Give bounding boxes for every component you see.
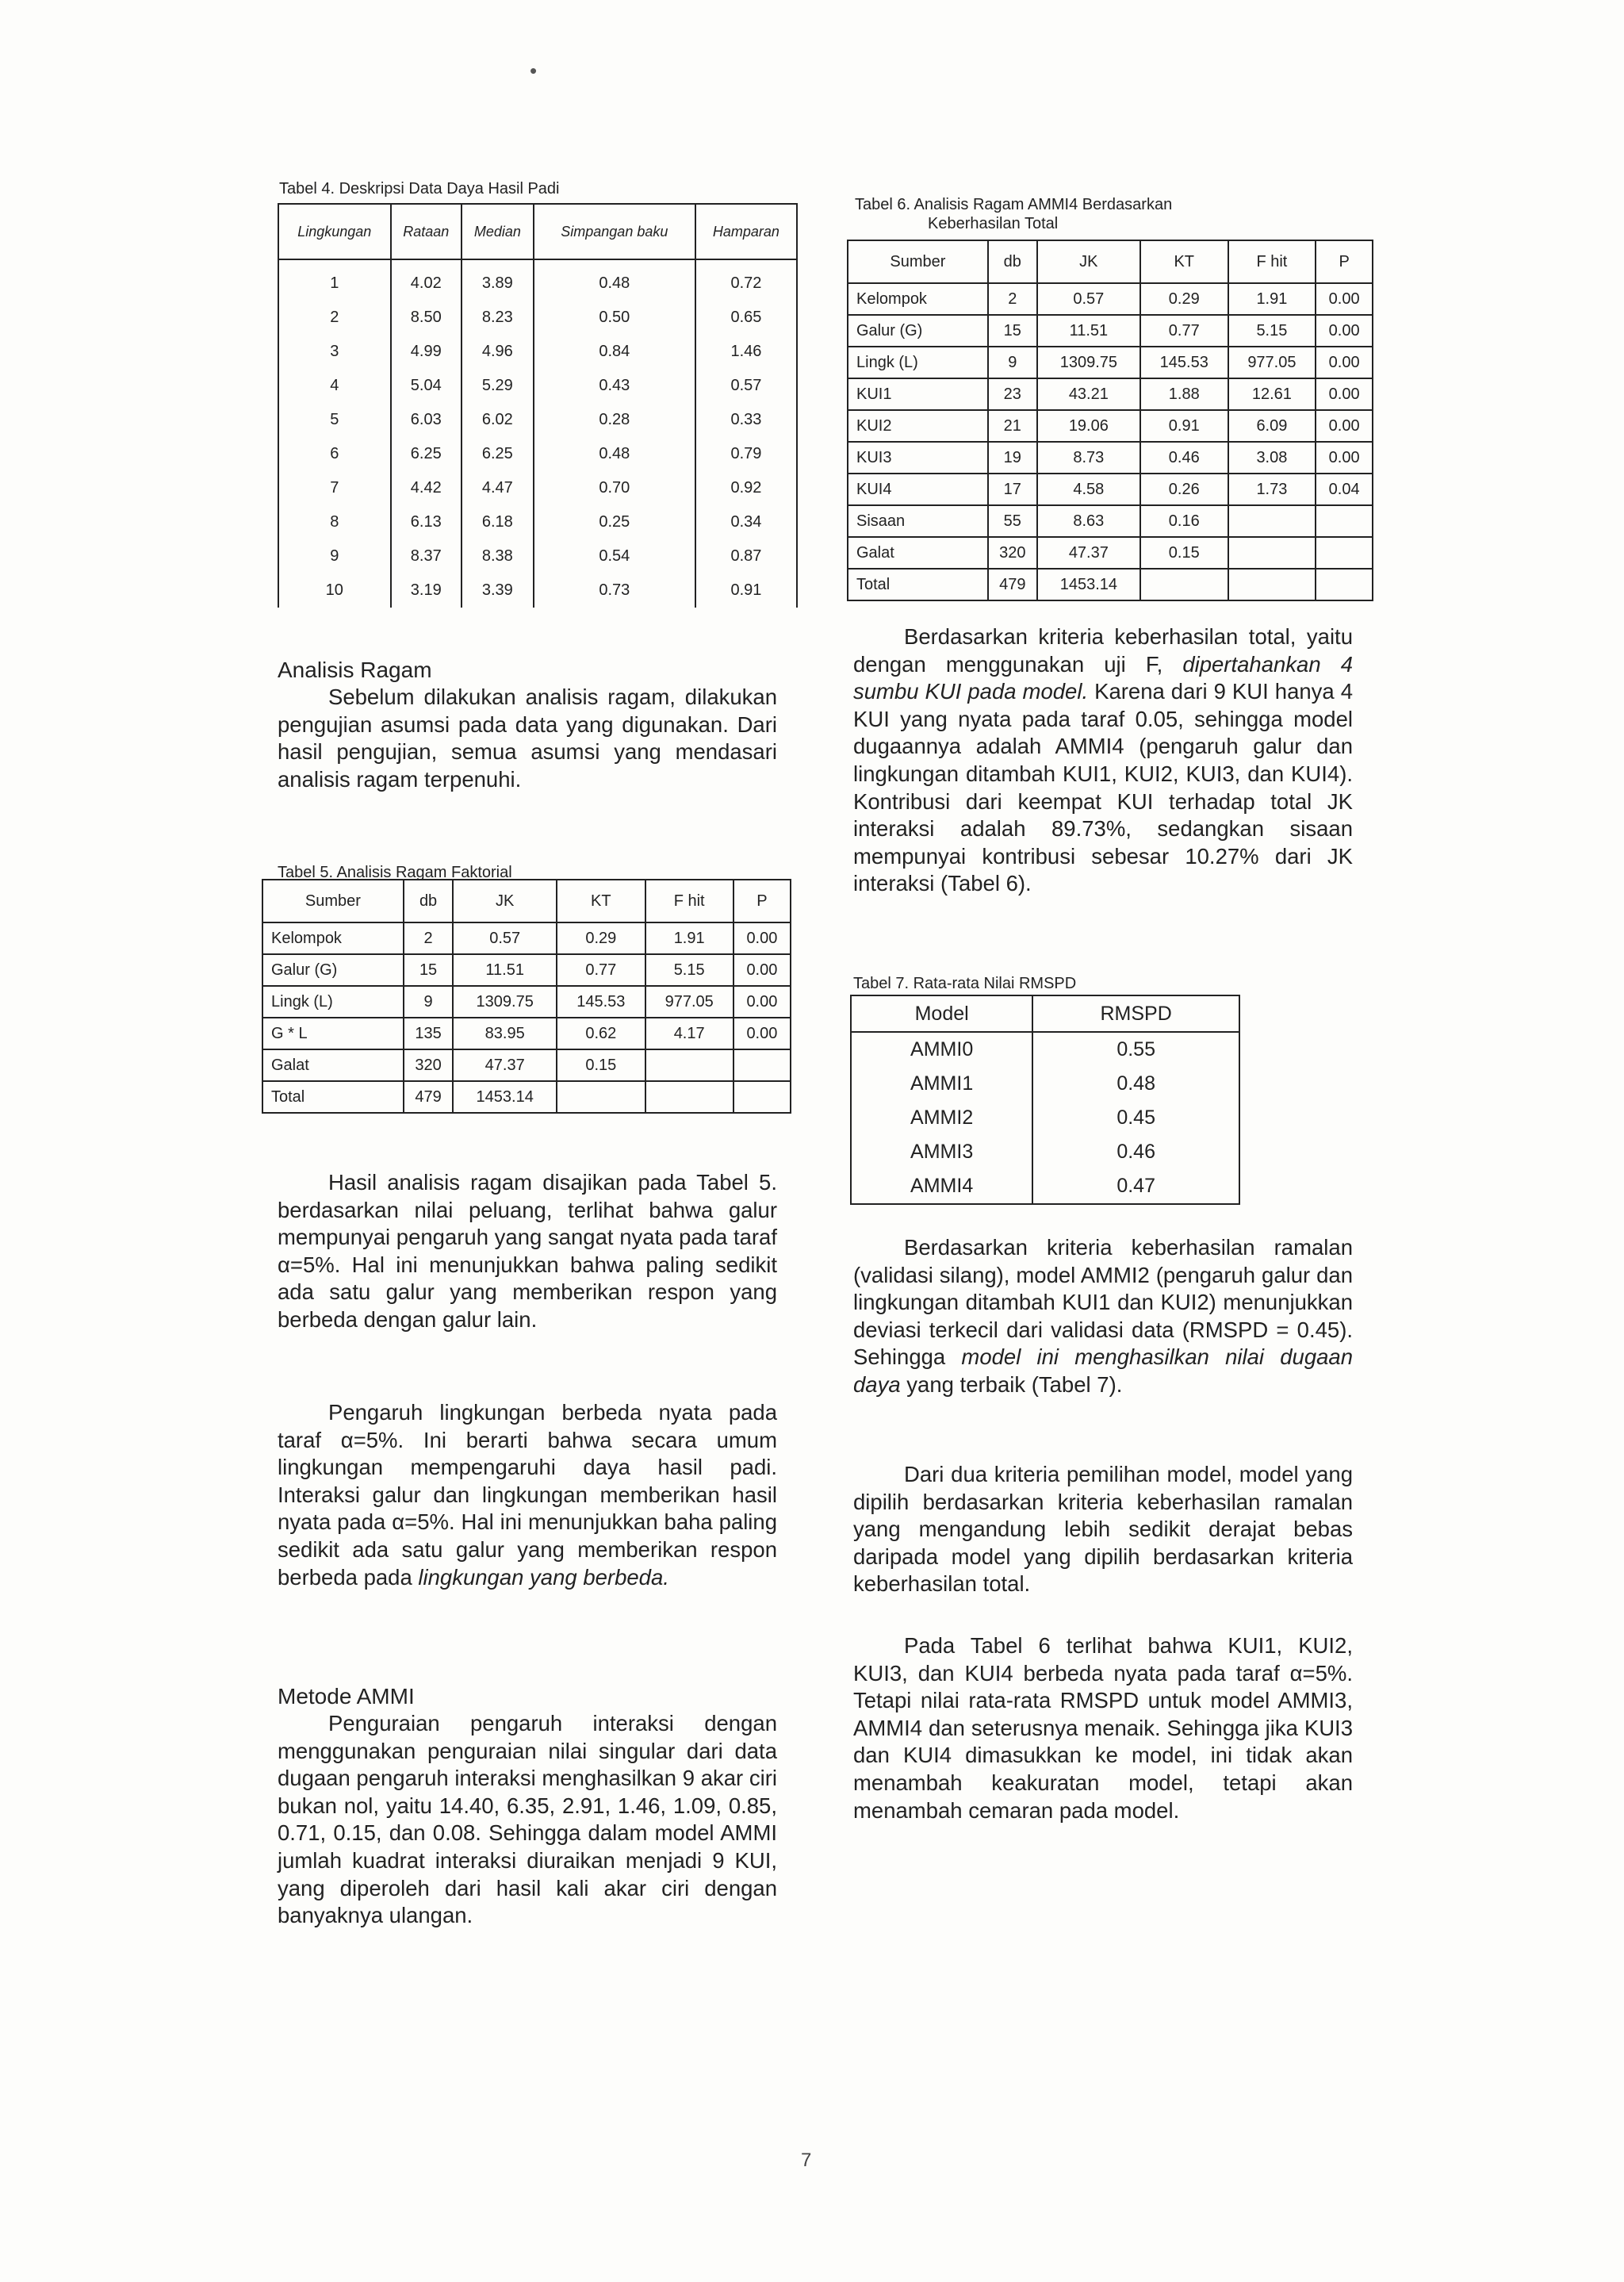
t6-cell: 977.05 [1228, 347, 1316, 378]
t6-cell: 12.61 [1228, 378, 1316, 410]
t6-cell: 0.15 [1140, 537, 1228, 569]
t6-cell: 0.57 [1037, 283, 1140, 315]
para-kriteria-total [853, 623, 1353, 898]
table-row [848, 537, 1373, 569]
t7-cell: AMMI3 [851, 1135, 1032, 1169]
t4-cell: 8.37 [391, 539, 462, 573]
table-row [851, 1135, 1239, 1169]
t4-cell: 10 [278, 573, 391, 608]
t6-cell: Kelompok [848, 283, 988, 315]
t6-cell: Galur (G) [848, 315, 988, 347]
t5-cell: 0.62 [557, 1018, 645, 1049]
t6-header-3: KT [1140, 240, 1228, 283]
t6-cell: 43.21 [1037, 378, 1140, 410]
t4-cell: 4.47 [462, 471, 534, 505]
t4-cell: 6.18 [462, 505, 534, 539]
t7-cell: 0.55 [1032, 1032, 1239, 1067]
t4-cell: 0.70 [534, 471, 695, 505]
t4-cell: 0.50 [534, 301, 695, 335]
t6-cell: 145.53 [1140, 347, 1228, 378]
t7-cell: 0.48 [1032, 1067, 1239, 1101]
table-row [851, 1032, 1239, 1067]
t6-cell: 5.15 [1228, 315, 1316, 347]
para-dua-kriteria-text: Dari dua kriteria pemilihan model, model yang dipilih berdasarkan kriteria keberhasilan ramalan yang mengandung lebih sedikit derajat bebas daripada model yang dipilih berdasarkan kriteria keberhasilan total. [853, 1462, 1353, 1597]
t5-cell: 0.00 [733, 954, 791, 986]
table-row [262, 986, 791, 1018]
para1-b: Karena dari 9 KUI hanya 4 KUI yang nyata pada taraf 0.05, sehingga model dugaannya adalah AMMI4 (pengaruh galur dan lingkungan ditambah KUI1, KUI2, KUI3, dan KUI4). Kontribusi dari keempat KUI terhadap total JK interaksi adalah 89.73%, sedangkan sisaan mempunyai kontribusi sebesar 10.27% dari JK interaksi (Tabel 6). [853, 679, 1353, 896]
t4-cell: 0.28 [534, 403, 695, 437]
t5-header-2: JK [453, 880, 557, 922]
t5-cell: 135 [404, 1018, 453, 1049]
table-row [262, 1081, 791, 1113]
t6-cell [1228, 537, 1316, 569]
t4-cell: 5 [278, 403, 391, 437]
t6-header-5: P [1316, 240, 1373, 283]
t5-cell: 1309.75 [453, 986, 557, 1018]
t4-header-0: Lingkungan [278, 204, 391, 259]
t5-cell: Total [262, 1081, 404, 1113]
para-tabel6 [853, 1632, 1353, 1824]
table-row [848, 315, 1373, 347]
t4-cell: 6 [278, 437, 391, 471]
t6-cell: 1.88 [1140, 378, 1228, 410]
table5 [262, 879, 791, 1114]
para-kriteria-ramalan-text [853, 1234, 1353, 1399]
para-lingk-plain: Pengaruh lingkungan berbeda nyata pada taraf α=5%. Ini berarti bahwa secara umum lingkungan mempengaruhi daya hasil padi. Interaksi galur dan lingkungan memberikan hasil nyata pada α=5%. Hal ini menunjukkan baha paling sedikit ada satu galur yang memberikan respon berbeda pada [278, 1400, 777, 1590]
t5-cell: 5.15 [645, 954, 733, 986]
page-number: 7 [801, 2150, 812, 2171]
t4-cell: 9 [278, 539, 391, 573]
para-metode-ammi-text: Penguraian pengaruh interaksi dengan menggunakan penguraian nilai singular dari data dugaan pengaruh interaksi menghasilkan 9 akar ciri bukan nol, yaitu 14.40, 6.35, 2.91, 1.46, 1.09, 0.85, 0.71, 0.15, dan 0.08. Sehingga dalam model AMMI jumlah kuadrat interaksi diuraikan menjadi 9 KUI, yang diperoleh dari hasil kali akar ciri dengan banyaknya ulangan. [278, 1711, 777, 1928]
t5-cell [645, 1081, 733, 1113]
t4-header-1: Rataan [391, 204, 462, 259]
t4-cell: 0.57 [695, 369, 797, 403]
t6-cell: 0.00 [1316, 442, 1373, 474]
table-row [848, 442, 1373, 474]
t6-cell: 0.29 [1140, 283, 1228, 315]
t5-cell: 2 [404, 922, 453, 954]
t6-cell [1316, 569, 1373, 600]
t5-cell: 83.95 [453, 1018, 557, 1049]
para-hasil-analisis-text: Hasil analisis ragam disajikan pada Tabel 5. berdasarkan nilai peluang, terlihat bahwa galur mempunyai pengaruh yang sangat nyata pada taraf α=5%. Hal ini menunjukkan bahwa paling sedikit ada satu galur yang memberikan respon yang berbeda dengan galur lain. [278, 1170, 777, 1332]
para-analisis-ragam [278, 684, 777, 793]
t4-cell: 6.25 [391, 437, 462, 471]
t4-cell: 4.02 [391, 259, 462, 301]
table-row [848, 410, 1373, 442]
t6-cell: 0.00 [1316, 378, 1373, 410]
t4-header-2: Median [462, 204, 534, 259]
t5-cell: 0.00 [733, 1018, 791, 1049]
t7-cell: AMMI4 [851, 1169, 1032, 1204]
t6-cell: KUI3 [848, 442, 988, 474]
t6-cell: Lingk (L) [848, 347, 988, 378]
t6-cell [1316, 505, 1373, 537]
t5-cell [733, 1081, 791, 1113]
t4-cell: 4.96 [462, 335, 534, 369]
t7-cell: 0.47 [1032, 1169, 1239, 1204]
t5-header-4: F hit [645, 880, 733, 922]
t6-cell: 9 [988, 347, 1037, 378]
t5-cell [733, 1049, 791, 1081]
t4-cell: 0.79 [695, 437, 797, 471]
t6-cell: KUI4 [848, 474, 988, 505]
t4-cell: 6.02 [462, 403, 534, 437]
t4-cell: 0.65 [695, 301, 797, 335]
t5-header-3: KT [557, 880, 645, 922]
t5-cell: G * L [262, 1018, 404, 1049]
table-row [851, 1067, 1239, 1101]
t6-cell: 1309.75 [1037, 347, 1140, 378]
table-row [848, 474, 1373, 505]
t4-cell: 0.48 [534, 259, 695, 301]
para-pengaruh-lingkungan-text [278, 1399, 777, 1591]
t6-cell [1228, 505, 1316, 537]
t6-cell: 479 [988, 569, 1037, 600]
para-analisis-ragam-text: Sebelum dilakukan analisis ragam, dilakukan pengujian asumsi pada data yang digunakan. Dari hasil pengujian, semua asumsi yang mendasari analisis ragam terpenuhi. [278, 685, 777, 792]
table-row [848, 505, 1373, 537]
para-tabel6-text: Pada Tabel 6 terlihat bahwa KUI1, KUI2, KUI3, dan KUI4 berbeda nyata pada taraf α=5%. Tetapi nilai rata-rata RMSPD untuk model AMMI3, AMMI4 dan seterusnya menaik. Sehingga jika KUI3 dan KUI4 dimasukkan ke model, ini tidak akan menambah keakuratan model, tetapi akan menambah cemaran pada model. [853, 1633, 1353, 1823]
t4-cell: 0.72 [695, 259, 797, 301]
t4-cell: 8.38 [462, 539, 534, 573]
para-dua-kriteria [853, 1461, 1353, 1598]
t6-cell: 0.00 [1316, 347, 1373, 378]
t6-cell: 6.09 [1228, 410, 1316, 442]
t6-cell: 47.37 [1037, 537, 1140, 569]
table7-caption: Tabel 7. Rata-rata Nilai RMSPD [853, 975, 1077, 992]
table-row [278, 259, 797, 301]
t6-cell: 17 [988, 474, 1037, 505]
table-row [848, 283, 1373, 315]
table6-caption-line2: Keberhasilan Total [928, 215, 1059, 232]
t6-cell [1316, 537, 1373, 569]
t4-cell: 0.48 [534, 437, 695, 471]
para2-italic: model ini menghasilkan nilai dugaan daya [853, 1344, 1354, 1397]
t4-cell: 3 [278, 335, 391, 369]
t6-cell: 0.46 [1140, 442, 1228, 474]
t5-cell [645, 1049, 733, 1081]
heading-metode-ammi: Metode AMMI [278, 1684, 415, 1709]
t5-cell: 11.51 [453, 954, 557, 986]
t4-cell: 0.87 [695, 539, 797, 573]
para-lingk-italic: lingkungan yang berbeda. [418, 1564, 669, 1590]
t4-cell: 0.25 [534, 505, 695, 539]
table-row [851, 1101, 1239, 1135]
t4-cell: 7 [278, 471, 391, 505]
t5-cell: 1453.14 [453, 1081, 557, 1113]
table-row [848, 347, 1373, 378]
t6-cell: 21 [988, 410, 1037, 442]
t4-cell: 5.29 [462, 369, 534, 403]
heading-analisis-ragam: Analisis Ragam [278, 658, 432, 682]
para2-a: Berdasarkan kriteria keberhasilan ramalan (validasi silang), model AMMI2 (pengaruh galur dan lingkungan ditambah KUI1 dan KUI2) menunjukkan deviasi terkecil dari validasi data (RMSPD = 0.45). Sehingga [853, 1235, 1353, 1370]
t4-cell: 3.89 [462, 259, 534, 301]
t5-cell: 977.05 [645, 986, 733, 1018]
t5-header-1: db [404, 880, 453, 922]
t5-cell: 145.53 [557, 986, 645, 1018]
para1-italic: dipertahankan 4 sumbu KUI pada model. [853, 651, 1353, 704]
t5-header-0: Sumber [262, 880, 404, 922]
t6-cell: 0.91 [1140, 410, 1228, 442]
t4-cell: 0.92 [695, 471, 797, 505]
scan-mark-top: • [530, 59, 538, 82]
table-row [278, 369, 797, 403]
t5-cell: 4.17 [645, 1018, 733, 1049]
t6-cell: 0.04 [1316, 474, 1373, 505]
t4-cell: 3.19 [391, 573, 462, 608]
para-kriteria-total-text [853, 623, 1353, 898]
t6-cell: 19.06 [1037, 410, 1140, 442]
t5-cell: Lingk (L) [262, 986, 404, 1018]
t6-cell: 0.77 [1140, 315, 1228, 347]
t4-cell: 0.91 [695, 573, 797, 608]
para-pengaruh-lingkungan [278, 1399, 777, 1591]
t6-cell: 23 [988, 378, 1037, 410]
t6-cell: 0.00 [1316, 283, 1373, 315]
t4-cell: 4.99 [391, 335, 462, 369]
t5-cell [557, 1081, 645, 1113]
t6-header-1: db [988, 240, 1037, 283]
table-row [278, 471, 797, 505]
table7 [850, 995, 1240, 1205]
t6-header-0: Sumber [848, 240, 988, 283]
table6-caption-line1: Tabel 6. Analisis Ragam AMMI4 Berdasarkan [855, 196, 1173, 213]
para-hasil-analisis [278, 1169, 777, 1334]
para2-b: yang terbaik (Tabel 7). [906, 1371, 1123, 1397]
t7-cell: AMMI1 [851, 1067, 1032, 1101]
t7-cell: AMMI0 [851, 1032, 1032, 1067]
t6-cell: Galat [848, 537, 988, 569]
t6-cell: 11.51 [1037, 315, 1140, 347]
table-row [278, 505, 797, 539]
table-row [278, 301, 797, 335]
t4-cell: 1.46 [695, 335, 797, 369]
t5-cell: Kelompok [262, 922, 404, 954]
t5-cell: 15 [404, 954, 453, 986]
t4-cell: 3.39 [462, 573, 534, 608]
para1-a: Berdasarkan kriteria keberhasilan total, yaitu dengan menggunakan uji F, [853, 624, 1353, 677]
t5-cell: 0.29 [557, 922, 645, 954]
table-row [848, 378, 1373, 410]
t5-cell: 0.00 [733, 922, 791, 954]
t5-cell: 320 [404, 1049, 453, 1081]
t6-cell: 3.08 [1228, 442, 1316, 474]
t4-cell: 4 [278, 369, 391, 403]
t4-cell: 5.04 [391, 369, 462, 403]
t5-cell: 0.00 [733, 986, 791, 1018]
t5-cell: 0.77 [557, 954, 645, 986]
t6-cell: 2 [988, 283, 1037, 315]
t6-cell: 8.73 [1037, 442, 1140, 474]
t4-cell: 4.42 [391, 471, 462, 505]
t6-cell: 4.58 [1037, 474, 1140, 505]
table-row [262, 1018, 791, 1049]
t6-cell: Total [848, 569, 988, 600]
t6-cell: Sisaan [848, 505, 988, 537]
t4-cell: 0.84 [534, 335, 695, 369]
t5-header-5: P [733, 880, 791, 922]
table4-caption: Tabel 4. Deskripsi Data Daya Hasil Padi [279, 180, 560, 198]
t6-header-4: F hit [1228, 240, 1316, 283]
t4-cell: 0.54 [534, 539, 695, 573]
t6-cell [1140, 569, 1228, 600]
t4-cell: 6.13 [391, 505, 462, 539]
t6-cell: 0.00 [1316, 410, 1373, 442]
t4-cell: 8 [278, 505, 391, 539]
t4-cell: 0.33 [695, 403, 797, 437]
t6-cell: KUI1 [848, 378, 988, 410]
t7-cell: AMMI2 [851, 1101, 1032, 1135]
t6-cell: 15 [988, 315, 1037, 347]
t4-cell: 0.43 [534, 369, 695, 403]
t7-cell: 0.46 [1032, 1135, 1239, 1169]
t6-cell: 320 [988, 537, 1037, 569]
t6-cell: 0.00 [1316, 315, 1373, 347]
para-metode-ammi [278, 1710, 777, 1930]
t4-cell: 0.34 [695, 505, 797, 539]
t7-header-1: RMSPD [1032, 995, 1239, 1032]
t5-cell: 9 [404, 986, 453, 1018]
table-row [262, 954, 791, 986]
t4-header-4: Hamparan [695, 204, 797, 259]
table-row [278, 403, 797, 437]
t6-cell: 1.73 [1228, 474, 1316, 505]
t5-cell: 0.15 [557, 1049, 645, 1081]
table4 [278, 203, 798, 608]
para-kriteria-ramalan [853, 1234, 1353, 1399]
t6-cell: 1.91 [1228, 283, 1316, 315]
t6-cell [1228, 569, 1316, 600]
t4-cell: 6.25 [462, 437, 534, 471]
t6-cell: 8.63 [1037, 505, 1140, 537]
t5-cell: Galat [262, 1049, 404, 1081]
t4-cell: 8.50 [391, 301, 462, 335]
t5-cell: 1.91 [645, 922, 733, 954]
table-row [278, 573, 797, 608]
table-row [278, 437, 797, 471]
t6-cell: 0.26 [1140, 474, 1228, 505]
t4-header-3: Simpangan baku [534, 204, 695, 259]
t5-cell: 479 [404, 1081, 453, 1113]
t4-cell: 8.23 [462, 301, 534, 335]
table-row [278, 539, 797, 573]
table-row [848, 569, 1373, 600]
table6 [847, 240, 1373, 601]
t6-cell: 55 [988, 505, 1037, 537]
t7-cell: 0.45 [1032, 1101, 1239, 1135]
t5-cell: 0.57 [453, 922, 557, 954]
t4-cell: 0.73 [534, 573, 695, 608]
t6-cell: 1453.14 [1037, 569, 1140, 600]
t6-cell: 0.16 [1140, 505, 1228, 537]
t6-cell: KUI2 [848, 410, 988, 442]
t4-cell: 6.03 [391, 403, 462, 437]
t4-cell: 2 [278, 301, 391, 335]
table-row [262, 1049, 791, 1081]
t6-cell: 19 [988, 442, 1037, 474]
table-row [278, 335, 797, 369]
table-row [851, 1169, 1239, 1204]
t7-header-0: Model [851, 995, 1032, 1032]
t4-cell: 1 [278, 259, 391, 301]
t5-cell: 47.37 [453, 1049, 557, 1081]
table5-caption: Tabel 5. Analisis Ragam Faktorial [278, 864, 512, 881]
table-row [262, 922, 791, 954]
t5-cell: Galur (G) [262, 954, 404, 986]
t6-header-2: JK [1037, 240, 1140, 283]
